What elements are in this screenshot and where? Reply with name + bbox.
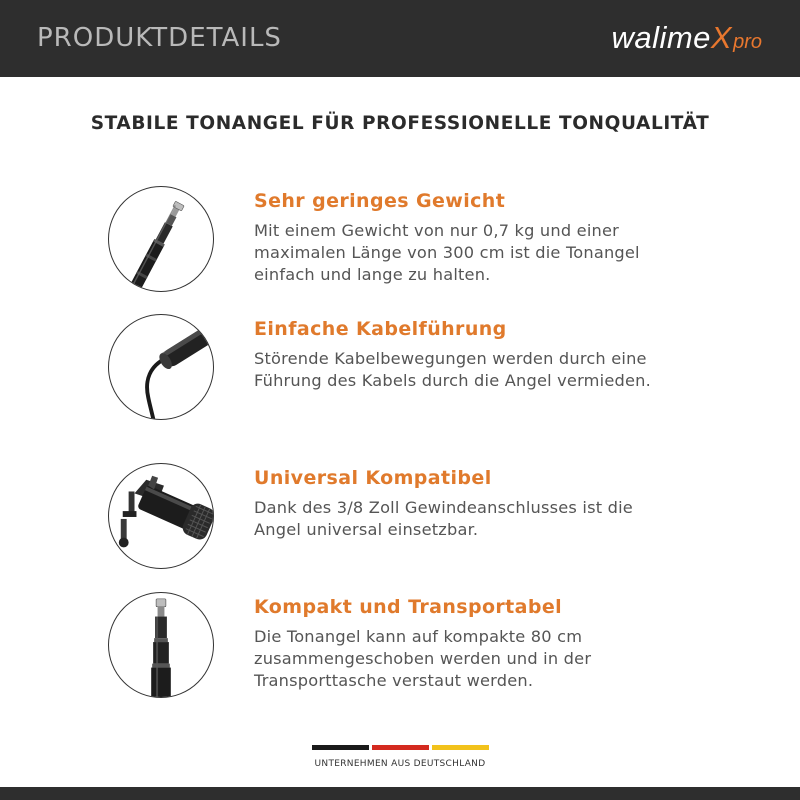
logo-main-text: walime <box>611 20 711 55</box>
description-line: Transporttasche verstaut werden. <box>254 671 534 690</box>
feature-description <box>254 626 774 692</box>
flag-stripe-red <box>372 745 429 750</box>
feature-title: Universal Kompatibel <box>254 467 492 489</box>
feature-description <box>254 348 774 392</box>
feature-title: Einfache Kabelführung <box>254 318 507 340</box>
feature-weight <box>0 186 800 296</box>
description-line: zusammengeschoben werden und in der <box>254 649 592 668</box>
cable-guide-icon <box>108 314 214 420</box>
feature-title: Kompakt und Transportabel <box>254 596 563 618</box>
microphone-mount-icon <box>108 463 214 569</box>
flag-stripe-gold <box>432 745 489 750</box>
feature-compact <box>0 592 800 702</box>
description-line: Führung des Kabels durch die Angel vermieden. <box>254 371 651 390</box>
feature-compatible <box>0 463 800 573</box>
walimex-pro-logo <box>611 20 762 60</box>
bottom-bar <box>0 787 800 800</box>
description-line: maximalen Länge von 300 cm ist die Tonangel <box>254 243 640 262</box>
header-bar <box>0 0 800 77</box>
description-line: Mit einem Gewicht von nur 0,7 kg und einer <box>254 221 619 240</box>
collapsed-pole-icon <box>108 592 214 698</box>
description-line: einfach und lange zu halten. <box>254 265 491 284</box>
description-line: Dank des 3/8 Zoll Gewindeanschlusses ist die <box>254 498 633 517</box>
description-line: Angel universal einsetzbar. <box>254 520 479 539</box>
feature-description <box>254 497 774 541</box>
boom-pole-tip-icon <box>108 186 214 292</box>
feature-cable <box>0 314 800 424</box>
description-line: Die Tonangel kann auf kompakte 80 cm <box>254 627 583 646</box>
page-headline: STABILE TONANGEL FÜR PROFESSIONELLE TONQUALITÄT <box>90 113 710 134</box>
feature-title: Sehr geringes Gewicht <box>254 190 506 212</box>
header-title: PRODUKTDETAILS <box>37 23 282 53</box>
footer-text: UNTERNEHMEN AUS DEUTSCHLAND <box>314 759 486 769</box>
flag-stripe-black <box>312 745 369 750</box>
logo-x-text: X <box>710 20 733 55</box>
logo-pro-text: pro <box>733 31 762 53</box>
feature-description <box>254 220 774 286</box>
description-line: Störende Kabelbewegungen werden durch eine <box>254 349 647 368</box>
